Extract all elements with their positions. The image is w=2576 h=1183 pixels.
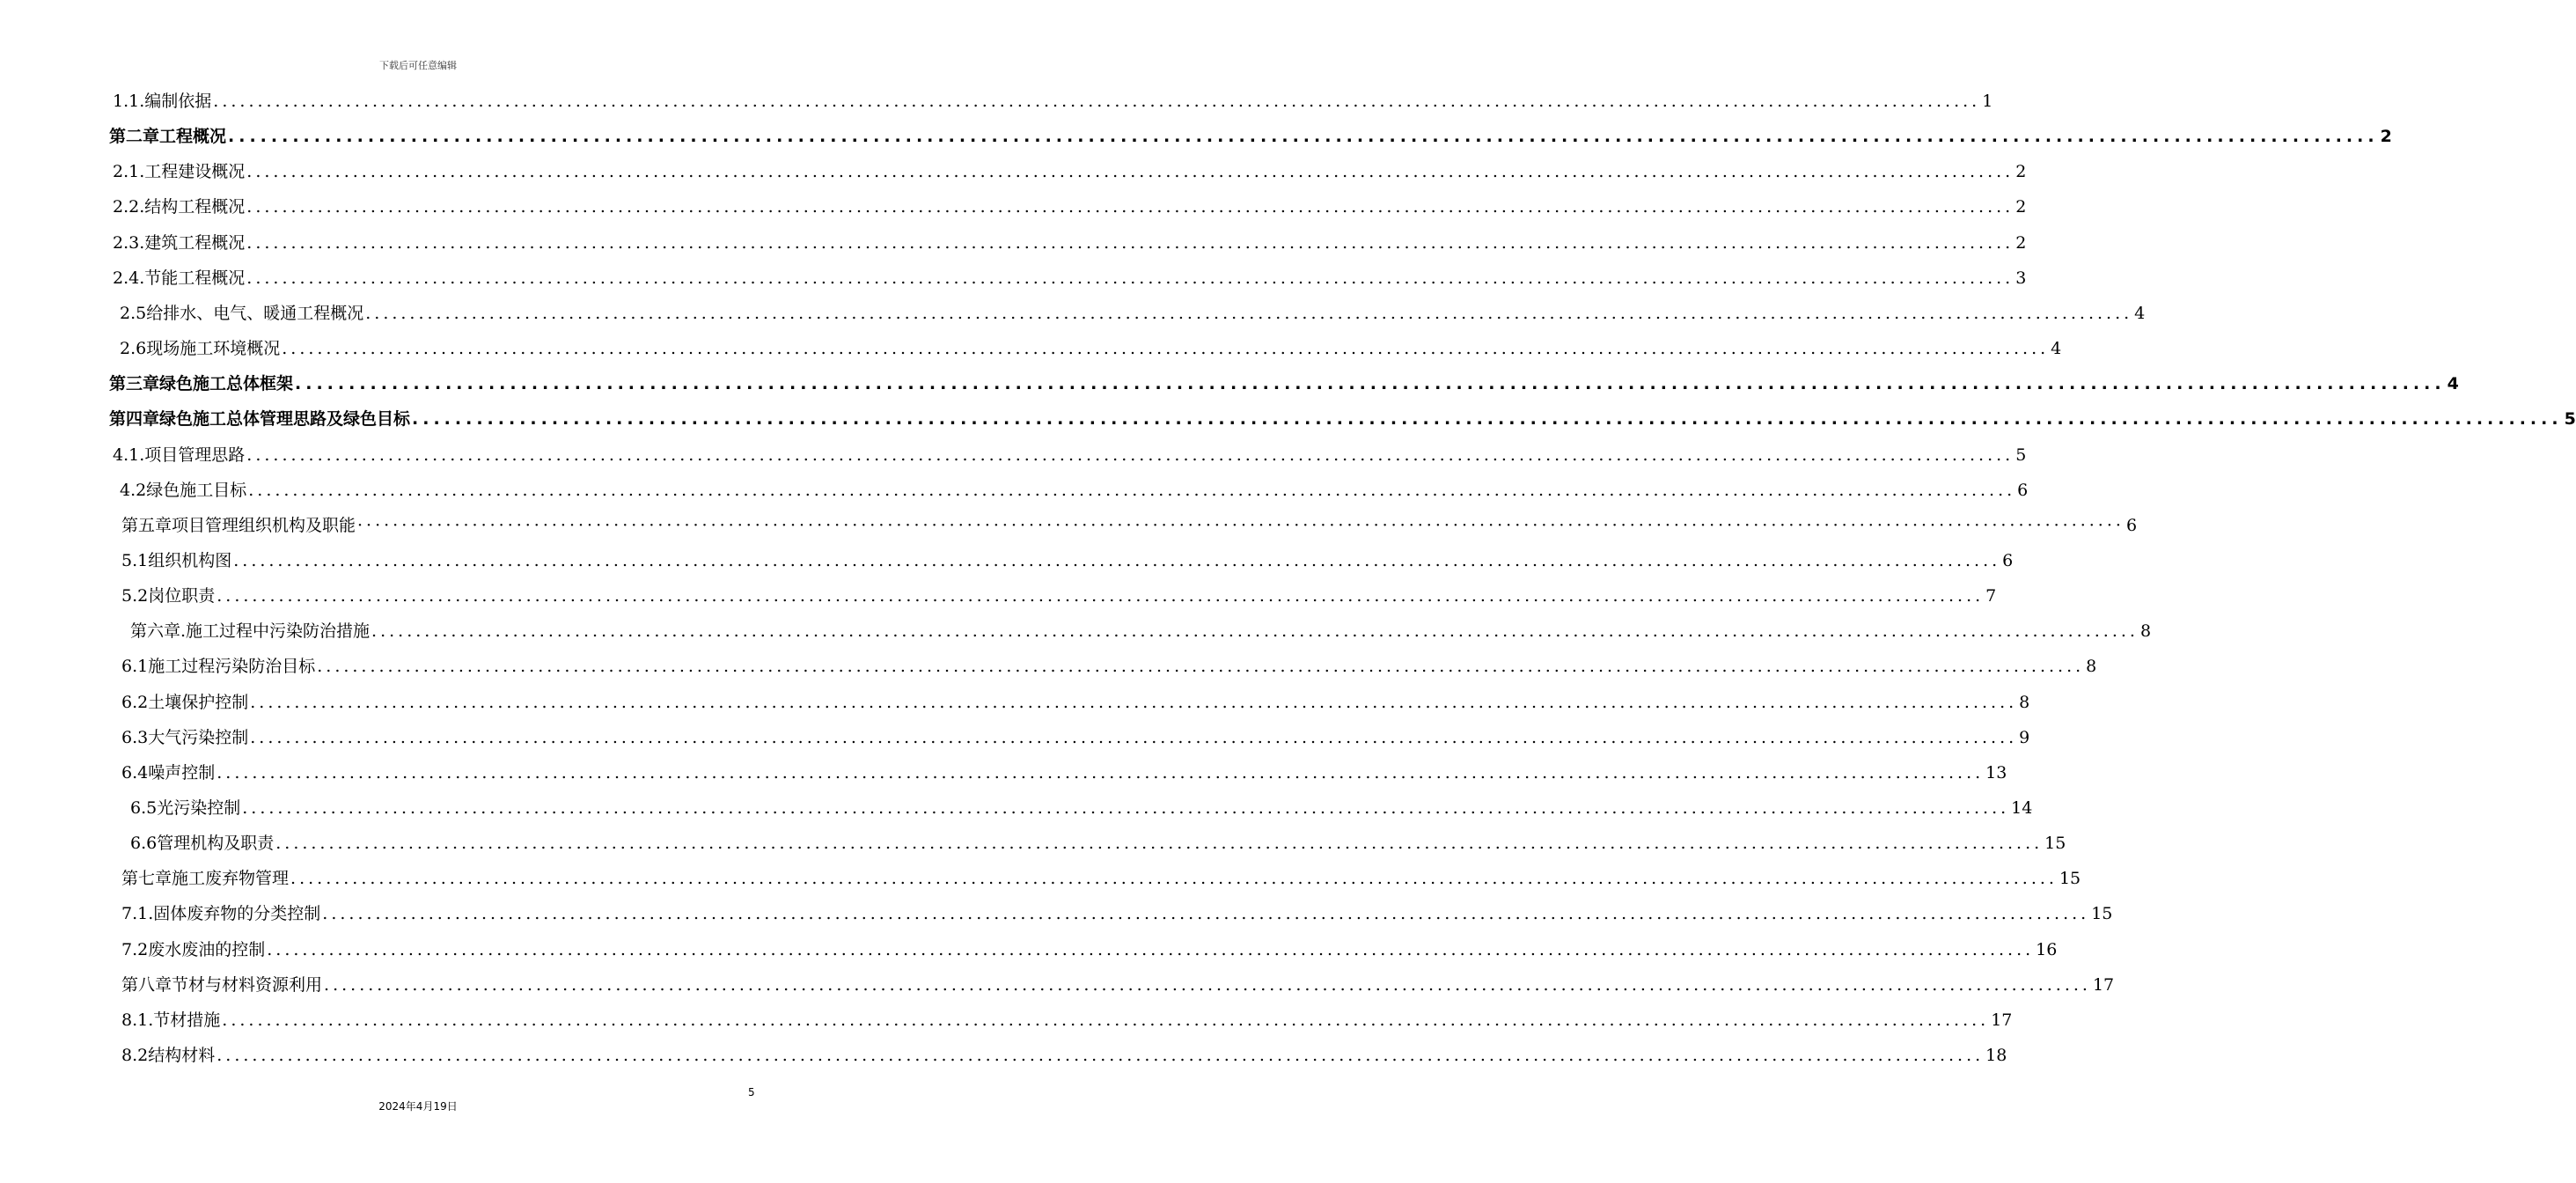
toc-dot-leader: ........................................................................................................................................................................................................ <box>365 303 2133 323</box>
toc-entry[interactable] <box>130 618 2152 644</box>
toc-entry-number: 2.3. <box>113 232 145 253</box>
toc-entry-number: 6.4 <box>121 762 149 783</box>
toc-entry-page: 8 <box>2019 692 2030 712</box>
toc-dot-leader: ........................................................................................................................................................................................................ <box>371 621 2139 642</box>
toc-entry[interactable] <box>130 795 2033 821</box>
toc-entry-title: 绿色施工总体框架 <box>159 374 294 394</box>
toc-entry-title: 噪声控制 <box>148 762 216 783</box>
toc-entry-number: 5.2 <box>121 586 149 606</box>
toc-dot-leader: ........................................................................................................................................................................................................ <box>250 727 2018 747</box>
toc-entry-title: 节能工程概况 <box>144 268 246 288</box>
toc-entry-page: 9 <box>2019 727 2030 747</box>
toc-dot-leader: ........................................................................................................................................................................................................ <box>250 692 2018 712</box>
toc-entry[interactable] <box>121 972 2115 998</box>
toc-entry-title: 工程建设概况 <box>144 162 246 182</box>
toc-entry-page: 4 <box>2051 339 2062 359</box>
toc-entry-title: 施工过程污染防治目标 <box>148 657 316 677</box>
toc-entry-title: 结构材料 <box>148 1046 216 1066</box>
toc-entry-page: 15 <box>2059 869 2081 889</box>
toc-dot-leader: ........................................................................................................................................................................................................ <box>246 268 2015 288</box>
toc-entry-page: 8 <box>2139 621 2152 642</box>
toc-entry[interactable] <box>113 194 2027 220</box>
toc-entry-number: 8.2 <box>121 1046 149 1066</box>
toc-dot-leader: ........................................................................................................................................................................................................ <box>222 1010 1990 1030</box>
toc-entry-title: 给排水、电气、暖通工程概况 <box>146 303 364 323</box>
toc-entry-page: 3 <box>2015 268 2027 288</box>
toc-dot-leader: ........................................................................................................................................................................................................ <box>324 974 2091 995</box>
toc-entry-number: 第二章 <box>109 127 160 147</box>
toc-entry[interactable] <box>121 547 2014 574</box>
toc-entry-title: 岗位职责 <box>148 586 216 606</box>
toc-entry[interactable] <box>121 865 2081 892</box>
toc-entry[interactable] <box>121 760 2007 786</box>
toc-entry[interactable] <box>113 265 2027 291</box>
toc-entry-number: 6.1 <box>121 657 149 677</box>
toc-dot-leader: ........................................................................................................................................................................................................ <box>317 657 2085 677</box>
toc-entry[interactable] <box>121 1007 2013 1033</box>
toc-entry[interactable] <box>121 653 2097 680</box>
toc-entry-title: 第六章.施工过程中污染防治措施 <box>130 621 371 642</box>
page-number: 5 <box>748 1086 755 1098</box>
toc-entry-number: 6.3 <box>121 727 149 747</box>
toc-entry[interactable] <box>109 123 2392 150</box>
toc-dot-leader: ........................................................................................................................................................................................................ <box>322 904 2090 924</box>
toc-entry-number: 7.1. <box>121 904 154 924</box>
toc-entry-page: 15 <box>2044 834 2066 854</box>
toc-entry-title: 工程概况 <box>159 127 227 147</box>
toc-dot-leader: ........................................................................................................................................................................................................ <box>246 162 2015 182</box>
toc-entry-title: 固体废弃物的分类控制 <box>153 904 321 924</box>
toc-entry-number: 6.2 <box>121 692 149 712</box>
toc-dot-leader: ........................................................................................................................................................................................................ <box>213 92 1981 111</box>
toc-entry-page: 6 <box>2017 480 2029 500</box>
toc-entry-number: 第八章 <box>121 974 172 995</box>
toc-dot-leader: ........................................................................................................................................................................................................ <box>228 127 2379 147</box>
toc-entry[interactable] <box>121 900 2113 927</box>
toc-entry-title: 施工废弃物管理 <box>172 869 290 889</box>
toc-entry-title: 建筑工程概况 <box>144 232 246 253</box>
toc-entry-number: 2.1. <box>113 162 145 182</box>
toc-dot-leader: ........................................................................................................................................................................................................ <box>233 550 2001 570</box>
toc-entry-number: 第七章 <box>121 869 172 889</box>
toc-entry-page: 6 <box>2125 515 2138 535</box>
toc-entry-title: 第五章项目管理组织机构及职能 <box>121 515 356 535</box>
toc-entry-page: 8 <box>2086 657 2097 677</box>
toc-entry-page: 16 <box>2036 939 2058 959</box>
toc-entry-page: 2 <box>2015 162 2027 182</box>
toc-entry[interactable] <box>121 689 2030 716</box>
toc-entry-title: 光污染控制 <box>157 798 241 818</box>
toc-entry-title: 节材措施 <box>153 1010 221 1030</box>
toc-dot-leader: ........................................................................................................................................................................................................ <box>275 834 2044 854</box>
toc-entry-title: 土壤保护控制 <box>148 692 249 712</box>
page-header: 下载后可任意编辑 <box>379 60 457 71</box>
toc-entry[interactable] <box>109 406 2576 432</box>
toc-dot-leader: ........................................................................................................................................................................................................ <box>282 339 2050 359</box>
toc-entry-page: 17 <box>2092 974 2115 995</box>
toc-entry-number: 第四章 <box>109 409 160 430</box>
toc-entry-number: 4.2 <box>120 480 147 500</box>
toc-entry-page: 2 <box>2015 197 2027 217</box>
toc-entry[interactable] <box>130 830 2066 856</box>
toc-dot-leader: ........................................................................................................................................................................................................ <box>217 586 1985 606</box>
toc-entry-number: 5.1 <box>121 550 149 570</box>
toc-entry-title: 废水废油的控制 <box>148 939 266 959</box>
toc-entry-page: 4 <box>2134 303 2146 323</box>
toc-entry-page: 15 <box>2091 904 2113 924</box>
toc-entry-number: 7.2 <box>121 939 149 959</box>
toc-entry-page: 1 <box>1982 92 1993 111</box>
toc-entry-number: 1.1. <box>113 92 145 111</box>
toc-dot-leader: ........................................................................................................................................................................................................ <box>248 480 2016 500</box>
toc-entry-title: 组织机构图 <box>148 550 232 570</box>
toc-entry-page: 5 <box>2564 409 2576 430</box>
toc-entry-title: 节材与材料资源利用 <box>172 974 323 995</box>
toc-dot-leader: ........................................................................................................................................................................................................ <box>267 939 2035 959</box>
toc-entry-number: 4.1. <box>113 445 145 465</box>
toc-entry-title: 项目管理思路 <box>144 445 246 465</box>
toc-dot-leader: ........................................................................................................................................................................................................ <box>412 409 2563 430</box>
toc-dot-leader: ········································································································································································································ <box>357 515 2125 535</box>
toc-dot-leader: ........................................................................................................................................................................................................ <box>290 869 2058 889</box>
toc-entry[interactable] <box>121 724 2030 751</box>
toc-entry-page: 14 <box>2011 798 2033 818</box>
toc-entry-page: 7 <box>1985 586 1997 606</box>
toc-entry-title: 结构工程概况 <box>144 197 246 217</box>
toc-entry[interactable] <box>120 335 2062 362</box>
toc-entry-page: 2 <box>2380 127 2392 147</box>
toc-entry-title: 大气污染控制 <box>148 727 249 747</box>
toc-dot-leader: ........................................................................................................................................................................................................ <box>242 798 2010 818</box>
toc-entry-number: 8.1. <box>121 1010 154 1030</box>
toc-entry[interactable] <box>113 230 2027 256</box>
toc-entry[interactable] <box>120 477 2029 503</box>
toc-entry-page: 17 <box>1991 1010 2013 1030</box>
toc-entry-number: 2.6 <box>120 339 147 359</box>
toc-entry-number: 第三章 <box>109 374 160 394</box>
toc-entry-page: 6 <box>2002 550 2014 570</box>
toc-entry[interactable] <box>113 158 2027 185</box>
toc-dot-leader: ........................................................................................................................................................................................................ <box>246 197 2015 217</box>
toc-entry-page: 2 <box>2015 232 2027 253</box>
toc-entry[interactable] <box>120 300 2146 327</box>
toc-entry-title: 绿色施工总体管理思路及绿色目标 <box>159 409 411 430</box>
toc-entry-number: 6.5 <box>130 798 158 818</box>
toc-entry[interactable] <box>121 1042 2007 1069</box>
toc-entry-number: 6.6 <box>130 834 158 854</box>
toc-entry-page: 5 <box>2015 445 2027 465</box>
toc-entry-title: 编制依据 <box>144 92 212 111</box>
toc-entry-title: 绿色施工目标 <box>146 480 247 500</box>
toc-entry[interactable] <box>113 442 2027 468</box>
toc-entry[interactable] <box>121 937 2058 963</box>
toc-entry-number: 2.2. <box>113 197 145 217</box>
toc-entry-page: 18 <box>1985 1046 2007 1066</box>
toc-entry-number: 2.4. <box>113 268 145 288</box>
toc-entry-page: 4 <box>2447 374 2459 394</box>
toc-dot-leader: ........................................................................................................................................................................................................ <box>217 1046 1985 1066</box>
toc-dot-leader: ........................................................................................................................................................................................................ <box>295 374 2446 394</box>
toc-entry-page: 13 <box>1985 762 2007 783</box>
toc-entry[interactable] <box>109 371 2459 397</box>
toc-entry-title: 现场施工环境概况 <box>146 339 281 359</box>
toc-entry[interactable] <box>121 512 2138 539</box>
toc-dot-leader: ........................................................................................................................................................................................................ <box>246 445 2015 465</box>
toc-entry-title: 管理机构及职责 <box>157 834 275 854</box>
footer-date: 2024年4月19日 <box>378 1100 458 1113</box>
toc-entry[interactable] <box>113 88 1993 114</box>
toc-dot-leader: ........................................................................................................................................................................................................ <box>217 762 1985 783</box>
toc-dot-leader: ........................................................................................................................................................................................................ <box>246 232 2015 253</box>
toc-entry-number: 2.5 <box>120 303 147 323</box>
toc-entry[interactable] <box>121 583 1997 609</box>
